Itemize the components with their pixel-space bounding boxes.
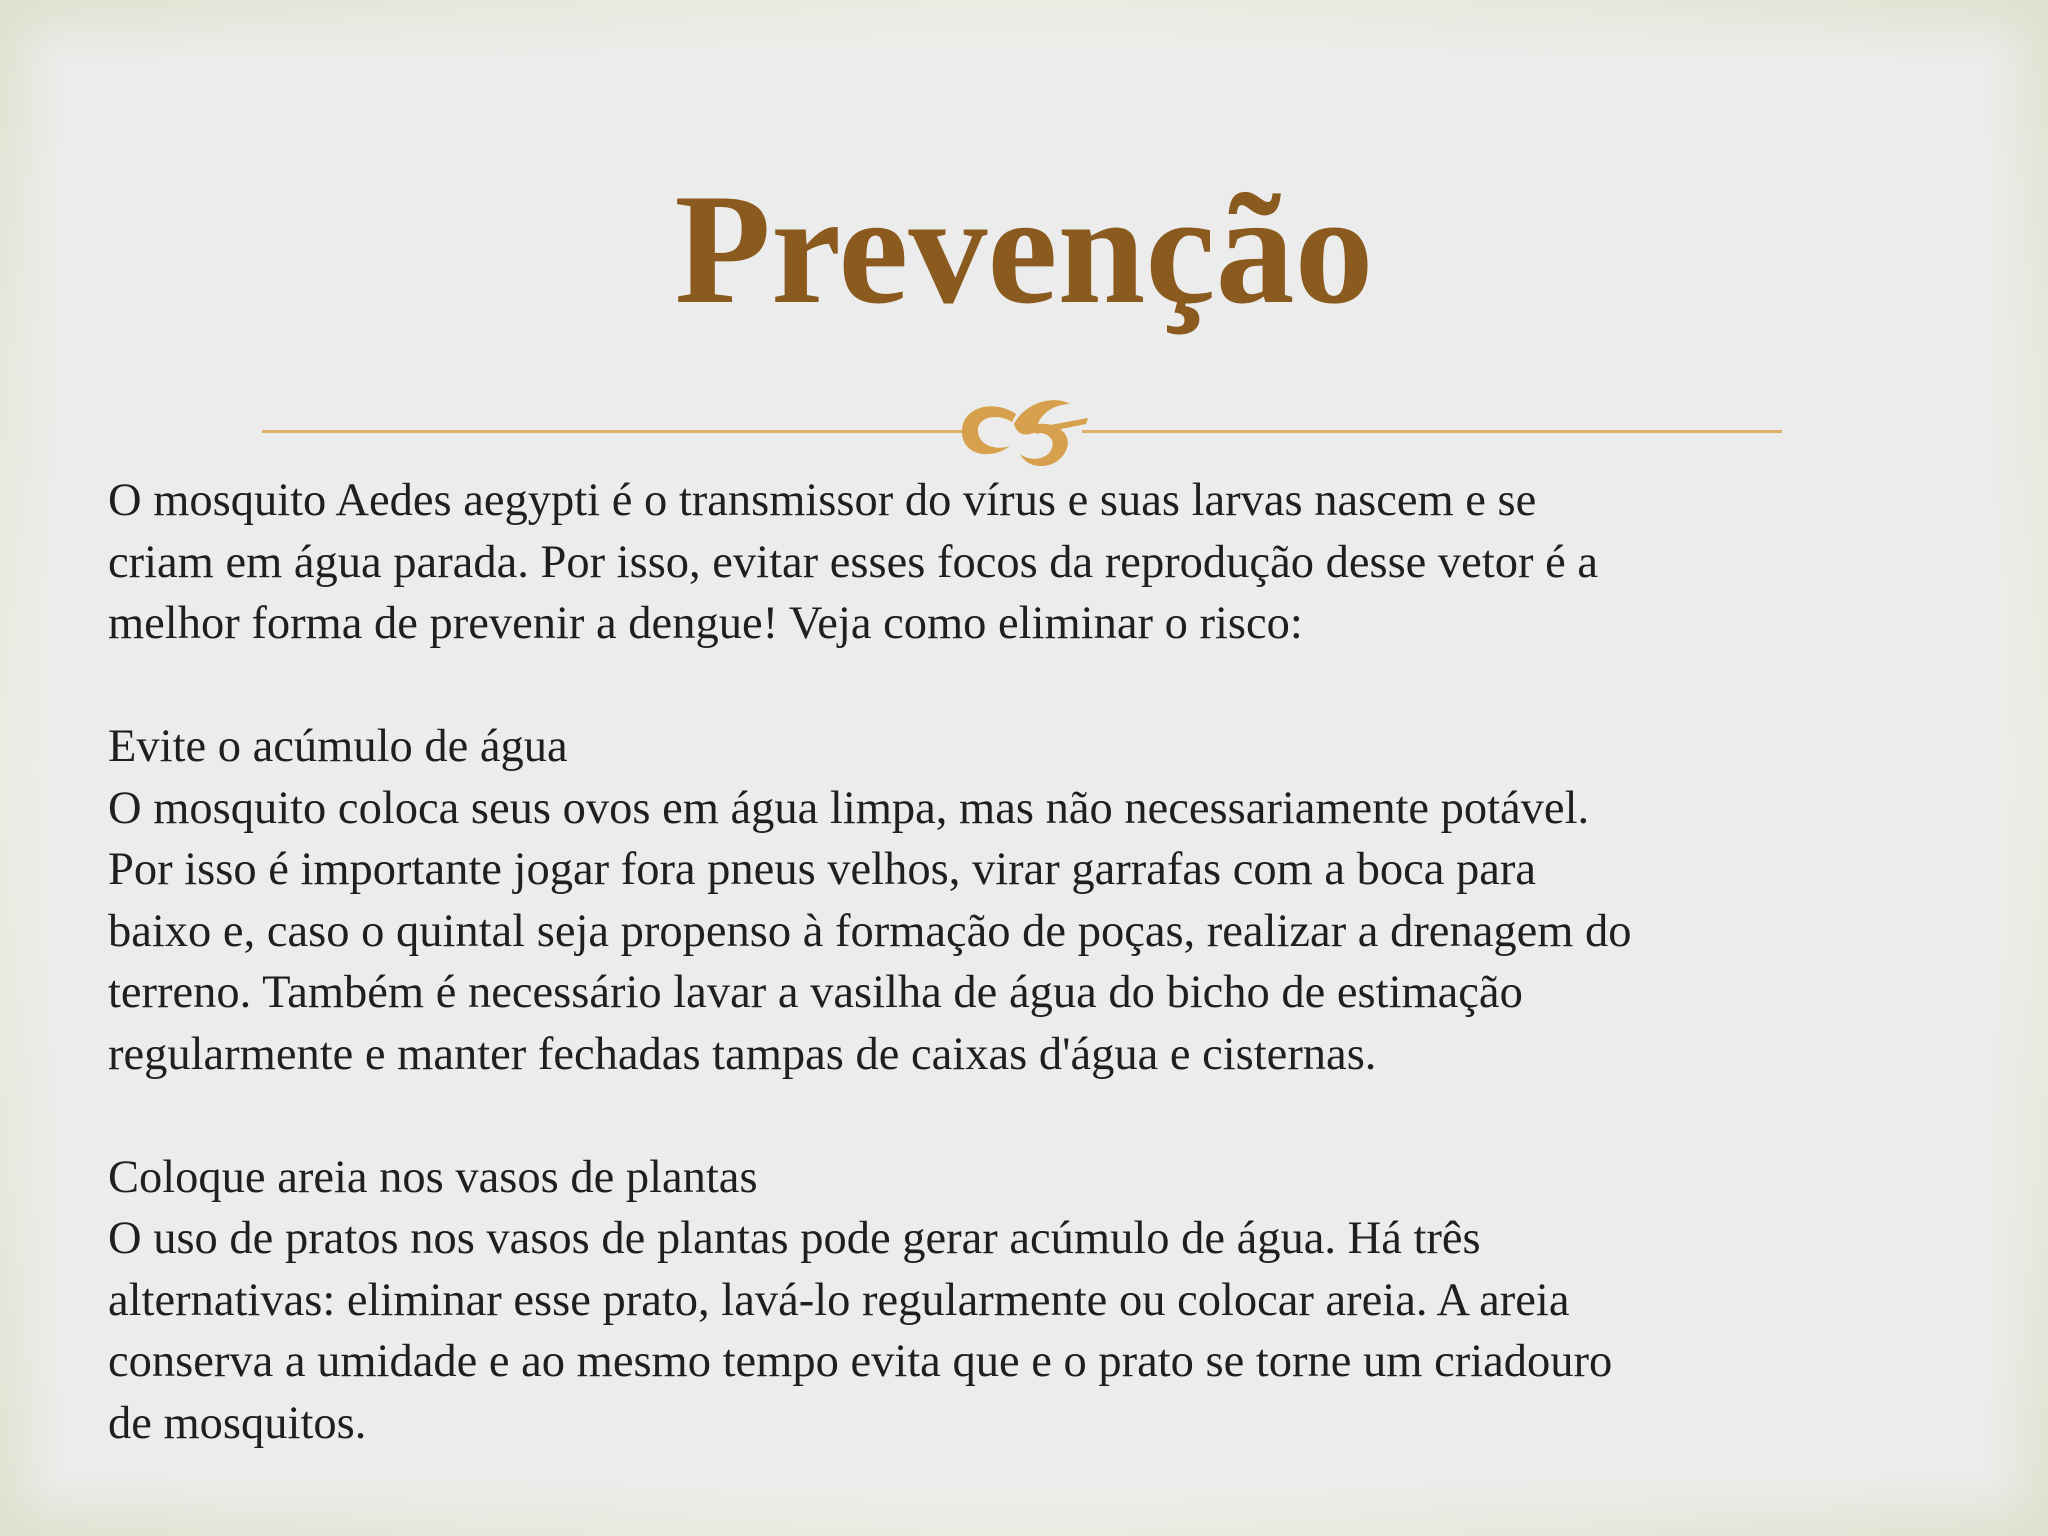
section-line: O mosquito coloca seus ovos em água limpa, mas não necessariamente potável. xyxy=(108,782,1590,834)
slide-body xyxy=(108,470,1988,1454)
intro-paragraph xyxy=(108,470,1988,655)
intro-line: melhor forma de prevenir a dengue! Veja como eliminar o risco: xyxy=(108,598,1303,649)
paragraph-spacer xyxy=(108,655,1988,717)
intro-line: criam em água parada. Por isso, evitar esses focos da reprodução desse vetor é a xyxy=(108,536,1598,588)
section-line: baixo e, caso o quintal seja propenso à formação de poças, realizar a drenagem do xyxy=(108,905,1632,957)
swash-ornament-icon xyxy=(952,384,1102,476)
section-line: conserva a umidade e ao mesmo tempo evita que e o prato se torne um criadouro xyxy=(108,1336,1613,1387)
section-line: terreno. Também é necessário lavar a vasilha de água do bicho de estimação xyxy=(108,967,1523,1018)
section-line: regularmente e manter fechadas tampas de caixas d'água e cisternas. xyxy=(108,1028,1377,1080)
intro-line: O mosquito Aedes aegypti é o transmissor do vírus e suas larvas nascem e se xyxy=(108,475,1537,526)
section-water-accumulation xyxy=(108,716,1988,1085)
section-line: de mosquitos. xyxy=(108,1397,367,1449)
section-line: Por isso é importante jogar fora pneus velhos, virar garrafas com a boca para xyxy=(108,844,1537,895)
divider-line-right xyxy=(1082,430,1782,433)
divider-line-left xyxy=(262,430,970,433)
section-heading: Evite o acúmulo de água xyxy=(108,721,568,772)
section-line: O uso de pratos nos vasos de plantas pode gerar acúmulo de água. Há três xyxy=(108,1213,1481,1264)
section-heading: Coloque areia nos vasos de plantas xyxy=(108,1151,758,1203)
paragraph-spacer xyxy=(108,1085,1988,1147)
section-plant-pots xyxy=(108,1147,1988,1455)
slide-title: Prevenção xyxy=(674,162,1374,337)
section-line: alternativas: eliminar esse prato, lavá-lo regularmente ou colocar areia. A areia xyxy=(108,1274,1570,1326)
